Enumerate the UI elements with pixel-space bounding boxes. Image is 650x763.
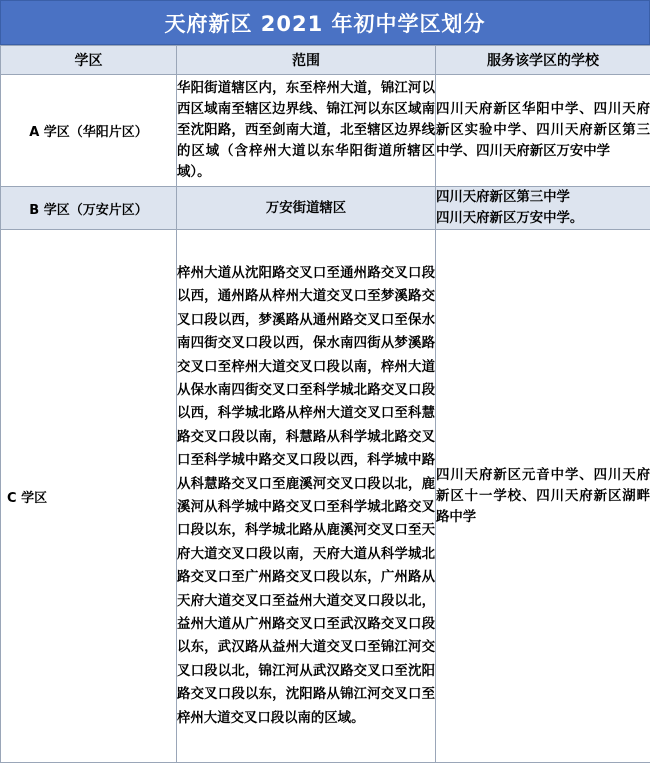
table-row — [1, 75, 650, 187]
zone-cell: B 学区（万安片区） — [1, 187, 177, 230]
header-schools: 服务该学区的学校 — [436, 46, 650, 75]
zone-cell: A 学区（华阳片区） — [1, 75, 177, 187]
header-range: 范围 — [177, 46, 436, 75]
range-cell: 万安街道辖区 — [177, 187, 436, 230]
table-title: 天府新区 2021 年初中学区划分 — [0, 0, 650, 45]
schools-cell: 四川天府新区元音中学、四川天府新区十一学校、四川天府新区湖畔路中学 — [436, 230, 650, 763]
table-row — [1, 187, 650, 230]
range-cell: 华阳街道辖区内，东至梓州大道，锦江河以西区域南至辖区边界线、锦江河以东区域南至沈阳路，西至剑南大道，北至辖区边界线的区域（含梓州大道以东华阳街道所辖区域）。 — [177, 75, 436, 187]
schools-cell — [436, 187, 650, 230]
school-line: 四川天府新区万安中学。 — [436, 208, 650, 229]
table-row — [1, 230, 650, 763]
schools-cell: 四川天府新区华阳中学、四川天府新区实验中学、四川天府新区第三中学、四川天府新区万安中学 — [436, 75, 650, 187]
school-district-table — [0, 45, 650, 763]
header-row — [1, 46, 650, 75]
range-cell: 梓州大道从沈阳路交叉口至通州路交叉口段以西，通州路从梓州大道交叉口至梦溪路交叉口段以西，梦溪路从通州路交叉口至保水南四街交叉口段以西，保水南四街从梦溪路交叉口至梓州大道交叉口段以南，梓州大道从保水南四街交叉口至科学城北路交叉口段以西，科学城北路从梓州大道交叉口至科慧路交叉口段以南，科慧路从科学城北路交叉口至科学城中路交叉口段以西，科学城中路从科慧路交叉口至鹿溪河交叉口段以北，鹿溪河从科学城中路交叉口至科学城北路交叉口段以东，科学城北路从鹿溪河交叉口至天府大道交叉口段以南，天府大道从科学城北路交叉口至广州路交叉口段以东，广州路从天府大道交叉口至益州大道交叉口段以北，益州大道从广州路交叉口至武汉路交叉口段以东，武汉路从益州大道交叉口至锦江河交叉口段以北，锦江河从武汉路交叉口至沈阳路交叉口段以东，沈阳路从锦江河交叉口至梓州大道交叉口段以南的区域。 — [177, 230, 436, 763]
zone-cell: C 学区 — [1, 230, 177, 763]
header-zone: 学区 — [1, 46, 177, 75]
school-line: 四川天府新区第三中学 — [436, 187, 650, 208]
